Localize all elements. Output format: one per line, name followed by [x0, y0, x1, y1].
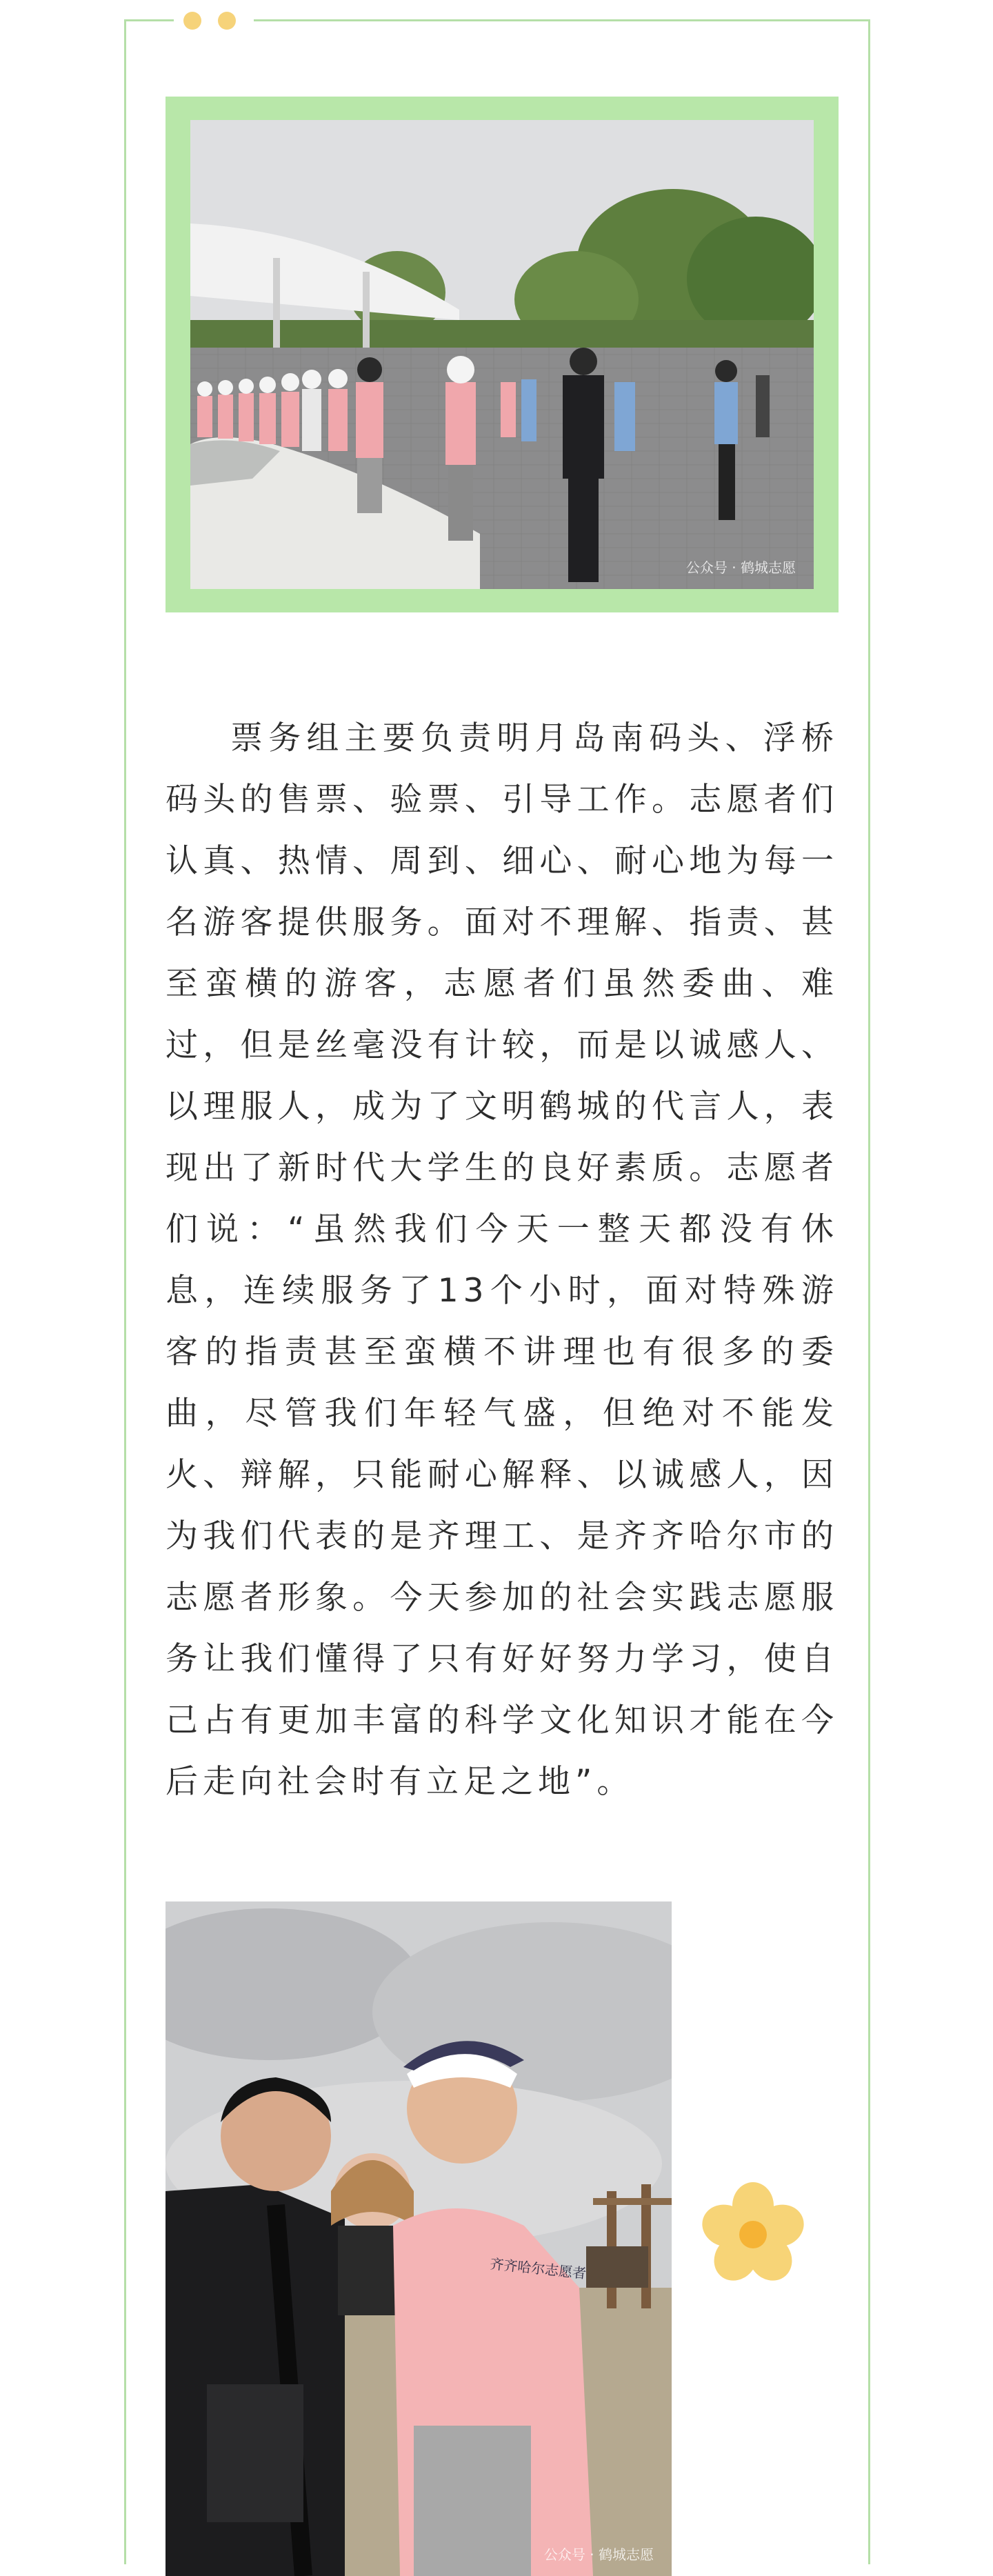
photo1-watermark: 公众号 · 鹤城志愿 [685, 559, 796, 576]
photo-border [166, 97, 839, 612]
volunteer-service-photo [166, 1901, 672, 2576]
frame-top-right-line [254, 19, 870, 21]
frame-left-line [124, 19, 126, 2564]
shirt-print: 齐齐哈尔志愿者 [489, 2255, 588, 2282]
frame-top-left-line [124, 19, 174, 21]
article-paragraph: 票务组主要负责明月岛南码头、浮桥码头的售票、验票、引导工作。志愿者们认真、热情、周到、细心、耐心地为每一名游客提供服务。面对不理解、指责、甚至蛮横的游客，志愿者们虽然委曲、难过，但是丝毫没有计较，而是以诚感人、以理服人，成为了文明鹤城的代言人，表现出了新时代大学生的良好素质。志愿者们说：“虽然我们今天一整天都没有休息，连续服务了13个小时，面对特殊游客的指责甚至蛮横不讲理也有很多的委曲，尽管我们年轻气盛，但绝对不能发火、辩解，只能耐心解释、以诚感人，因为我们代表的是齐理工、是齐齐哈尔市的志愿者形象。今天参加的社会实践志愿服务让我们懂得了只有好好努力学习，使自己占有更加丰富的科学文化知识才能在今后走向社会时有立足之地”。 [166, 719, 839, 1801]
decor-dot-right [218, 12, 236, 30]
volunteers-group-photo [190, 120, 814, 589]
decor-dot-left [183, 12, 201, 30]
yellow-flower-icon [698, 2179, 808, 2290]
volunteer-service-illustration [166, 1901, 672, 2576]
photo2-watermark: 公众号 · 鹤城志愿 [543, 2546, 654, 2563]
frame-right-line [868, 19, 870, 2564]
volunteers-group-illustration [190, 120, 814, 589]
